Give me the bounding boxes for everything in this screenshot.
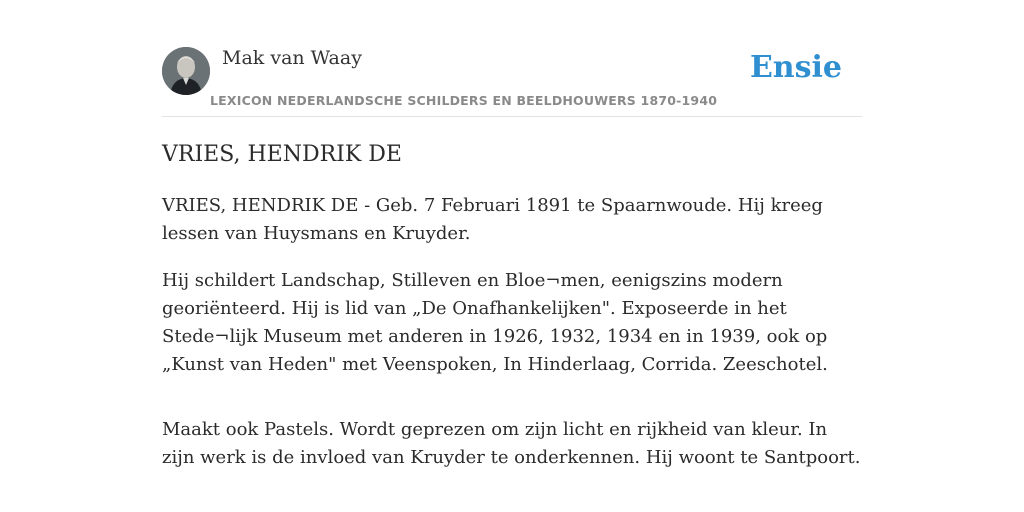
article-paragraph: VRIES, HENDRIK DE - Geb. 7 Februari 1891 te Spaarnwoude. Hij kreeg lessen van Huysmans en Kruyder. — [162, 195, 823, 244]
author-name[interactable]: Mak van Waay — [222, 47, 362, 69]
portrait-photo-icon — [162, 47, 210, 95]
ensie-logo[interactable]: Ensie — [749, 50, 842, 85]
page-header — [162, 46, 862, 117]
author-avatar[interactable] — [162, 47, 210, 95]
lexicon-name[interactable]: LEXICON NEDERLANDSCHE SCHILDERS EN BEELDHOUWERS 1870-1940 — [210, 93, 718, 108]
article-paragraph: Maakt ook Pastels. Wordt geprezen om zijn licht en rijkheid van kleur. In zijn werk is de invloed van Kruyder te onderkennen. Hij woont te Santpoort. — [162, 419, 861, 468]
article-paragraph: Hij schildert Landschap, Stilleven en Bloe¬men, eenigszins modern georiënteerd. Hij is lid van „De Onafhankelijken". Exposeerde in het Stede¬lijk Museum met anderen in 1926, 1932, 1934 en in 1939, ook op „Kunst van Heden" met Veenspoken, In Hinderlaag, Corrida. Zeeschotel. — [162, 270, 828, 375]
article-body — [162, 192, 862, 491]
article-title: VRIES, HENDRIK DE — [162, 142, 402, 167]
